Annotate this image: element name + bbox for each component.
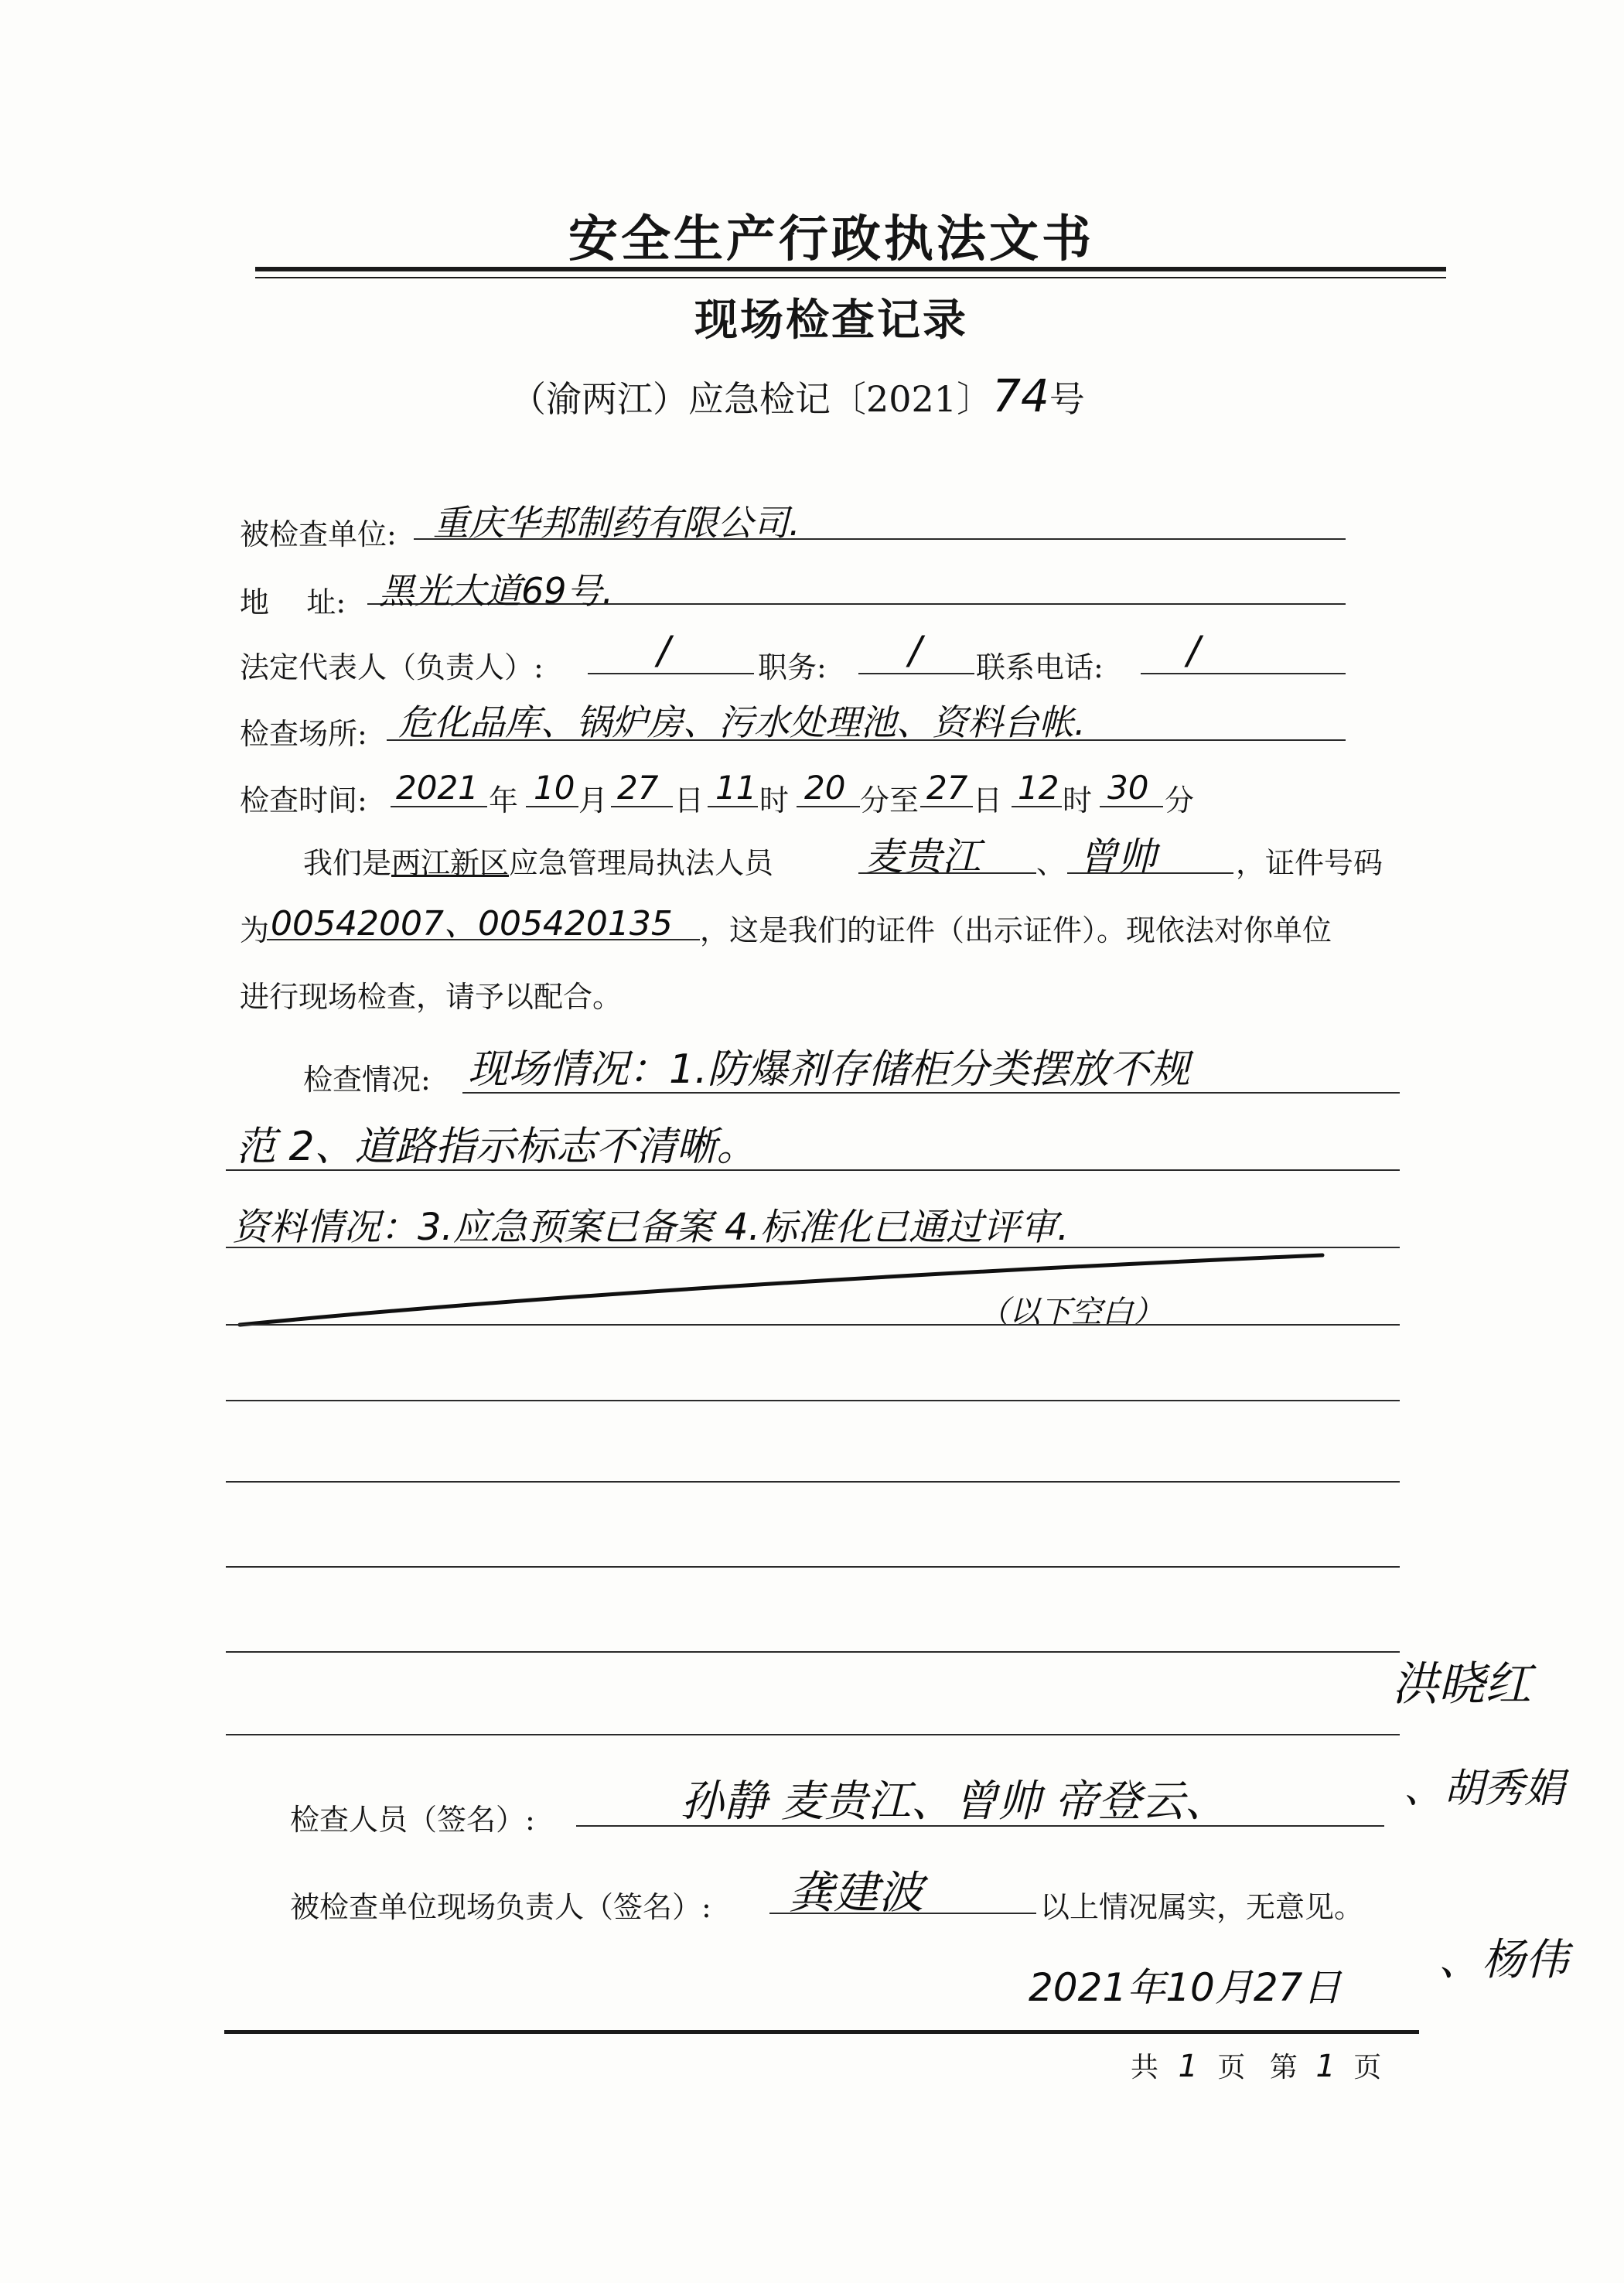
officer-2-underline	[1067, 872, 1233, 874]
signature-date: 2021年10月27日	[1029, 1965, 1342, 2010]
time-day-unit: 日	[674, 783, 705, 817]
position-value: /	[909, 628, 922, 673]
inspection-label: 检查情况:	[303, 1063, 431, 1097]
inspection-line-2: 范 2、道路指示标志不清晰。	[236, 1124, 757, 1170]
header-rule-thin	[255, 277, 1446, 278]
position-underline	[858, 673, 974, 674]
inspector-signatures: 孙静 麦贵江、曾帅 帝登云、	[681, 1776, 1228, 1827]
time-year-unit: 年	[489, 783, 519, 817]
time-minute-underline	[797, 806, 860, 807]
responsible-signature-label: 被检查单位现场负责人（签名）:	[290, 1890, 711, 1924]
margin-signature-3-name: 杨伟	[1482, 1935, 1568, 1985]
inspection-line-3: 资料情况：3.应急预案已备案 4.标准化已通过评审.	[232, 1206, 1070, 1249]
statement-part4: 为	[240, 913, 270, 947]
document-number-suffix: 号	[1049, 378, 1085, 420]
time-end-hour-unit: 时	[1063, 783, 1093, 817]
rep-label: 法定代表人（负责人）:	[240, 650, 544, 684]
position-label: 职务:	[758, 650, 827, 684]
time-hour: 11	[715, 769, 757, 807]
statement-part2: 应急管理局执法人员	[509, 846, 774, 880]
inspection-underline-8	[226, 1651, 1400, 1653]
margin-signature-3-prefix: 、	[1438, 1935, 1482, 1985]
time-end-minute-underline	[1100, 806, 1163, 807]
unit-label: 被检查单位:	[240, 517, 397, 551]
officer-1-signature: 麦贵江	[865, 834, 981, 879]
margin-signature-2-prefix: 、	[1404, 1766, 1445, 1812]
margin-signature-2	[1404, 1756, 1564, 1814]
inspection-underline-3	[226, 1247, 1400, 1248]
inspection-underline-5	[226, 1400, 1400, 1401]
statement-part3: ，证件号码	[1236, 846, 1383, 880]
responsible-signature: 龚建波	[789, 1866, 924, 1919]
time-day-underline	[611, 806, 673, 807]
rep-underline	[588, 673, 754, 674]
time-end-day: 27	[926, 769, 968, 807]
place-value: 危化品库、锅炉房、污水处理池、资料台帐.	[398, 701, 1086, 743]
time-minute-unit: 分至	[860, 783, 919, 817]
confirm-text: 以上情况属实，无意见。	[1040, 1890, 1364, 1924]
statement-sep: 、	[1036, 846, 1066, 880]
inspection-underline-6	[226, 1481, 1400, 1483]
time-day: 27	[617, 769, 659, 807]
id-numbers-underline	[267, 939, 700, 940]
time-end-day-unit: 日	[973, 783, 1003, 817]
page-count	[1131, 2046, 1381, 2085]
time-hour-underline	[708, 806, 758, 807]
document-number	[510, 370, 1085, 422]
time-month: 10	[534, 769, 575, 807]
unit-value: 重庆华邦制药有限公司.	[433, 502, 800, 544]
footer-rule	[224, 2030, 1419, 2034]
inspector-signature-label: 检查人员（签名）:	[290, 1803, 535, 1837]
document-type-title: 安全生产行政执法文书	[568, 210, 1094, 268]
time-month-unit: 月	[578, 783, 609, 817]
inspection-underline-2	[226, 1169, 1400, 1171]
time-end-day-underline	[920, 806, 973, 807]
page-total-suffix: 页	[1217, 2052, 1246, 2083]
address-label: 地 址:	[240, 585, 346, 619]
phone-label: 联系电话:	[976, 650, 1104, 684]
blank-below-note: （以下空白）	[978, 1295, 1164, 1330]
inspection-underline-9	[226, 1734, 1400, 1735]
officer-2-signature: 曾帅	[1079, 834, 1156, 879]
time-year-underline	[391, 806, 487, 807]
inspection-underline-1	[462, 1092, 1400, 1094]
page-total-prefix: 共	[1131, 2052, 1159, 2083]
void-slash-mark	[232, 1249, 1330, 1334]
margin-signature-2-name: 胡秀娟	[1444, 1766, 1565, 1812]
statement-part5: ，这是我们的证件（出示证件）。现依法对你单位	[700, 913, 1332, 947]
time-end-minute-unit: 分	[1165, 783, 1195, 817]
margin-signature-1	[1392, 1647, 1531, 1714]
page-total: 1	[1178, 2049, 1198, 2084]
time-end-hour-underline	[1012, 806, 1062, 807]
statement-agency: 两江新区	[391, 846, 510, 880]
time-label: 检查时间:	[240, 783, 367, 817]
officer-1-underline	[858, 872, 1036, 874]
id-numbers: 00542007、005420135	[271, 904, 673, 944]
margin-signature-3	[1438, 1926, 1568, 1988]
time-month-underline	[526, 806, 578, 807]
margin-signature-1-name: 洪晓红	[1392, 1657, 1531, 1711]
page-number-suffix: 页	[1353, 2052, 1382, 2083]
time-year: 2021	[396, 769, 479, 807]
document-number-value: 74	[992, 370, 1049, 422]
statement-line-1	[303, 839, 773, 882]
page-number: 1	[1315, 2049, 1336, 2084]
rep-value: /	[657, 628, 670, 673]
phone-value: /	[1187, 628, 1200, 673]
phone-underline	[1141, 673, 1346, 674]
statement-line-3: 进行现场检查，请予以配合。	[240, 980, 623, 1014]
statement-part1: 我们是	[303, 846, 392, 880]
page-number-prefix: 第	[1269, 2052, 1298, 2083]
time-end-hour: 12	[1018, 769, 1059, 807]
time-end-minute: 30	[1107, 769, 1149, 807]
inspection-underline-7	[226, 1566, 1400, 1568]
time-minute: 20	[804, 769, 846, 807]
inspection-underline-4	[226, 1324, 1400, 1326]
header-rule-thick	[255, 267, 1446, 271]
place-label: 检查场所:	[240, 717, 367, 751]
time-hour-unit: 时	[759, 783, 790, 817]
form-title: 现场检查记录	[694, 295, 968, 346]
document-number-prefix: （渝两江）应急检记〔2021〕	[510, 378, 993, 420]
inspection-line-1: 现场情况：1.防爆剂存储柜分类摆放不规	[468, 1046, 1190, 1093]
address-value: 黑光大道69号.	[379, 570, 614, 612]
